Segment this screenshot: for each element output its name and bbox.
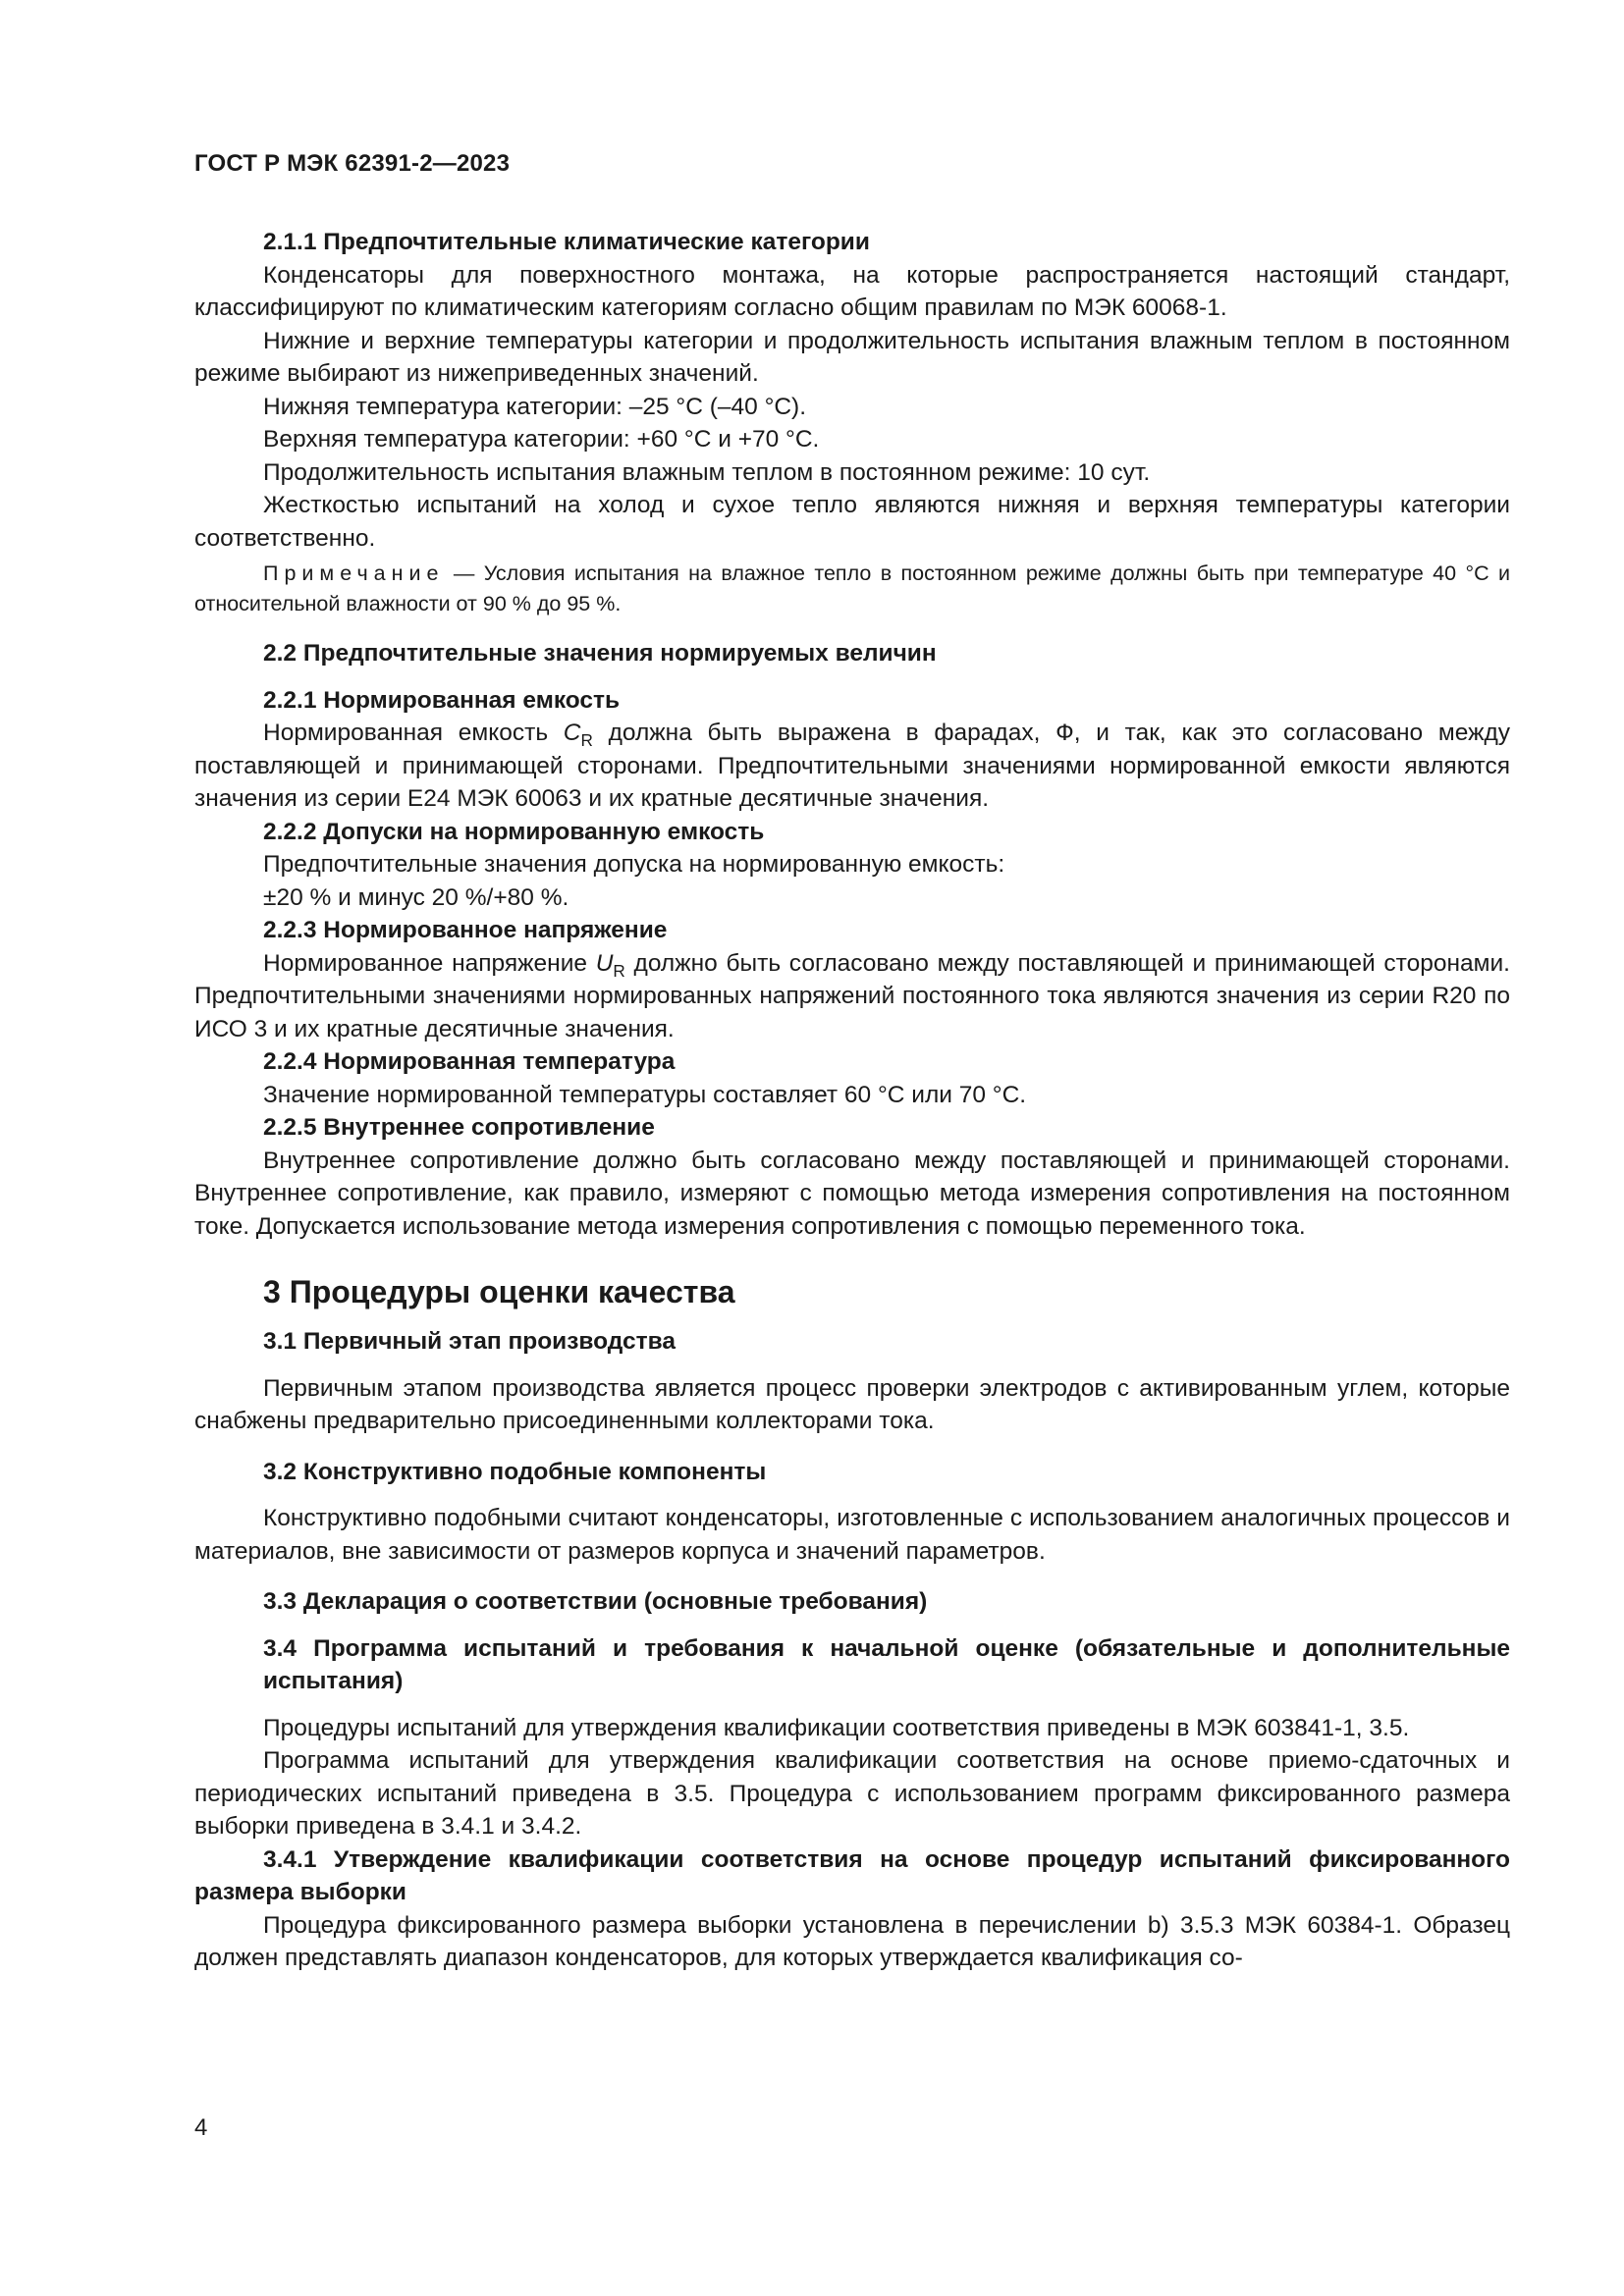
symbol-subscript: R xyxy=(613,960,625,981)
paragraph: Жесткостью испытаний на холод и сухое тепло являются нижняя и верхняя температуры категории соответственно. xyxy=(194,492,1510,552)
heading-2-2-4: 2.2.4 Нормированная температура xyxy=(263,1048,676,1075)
paragraph: Внутреннее сопротивление должно быть согласовано между поставляющей и принимающей сторонами. Внутреннее сопротивление, как правило, измеряют с помощью метода измерения сопротивления на постоянном токе. Допускается использование метода измерения сопротивления с помощью переменного тока. xyxy=(194,1147,1510,1240)
text-run: Нормированная емкость xyxy=(263,720,564,746)
paragraph: Значение нормированной температуры составляет 60 °С или 70 °С. xyxy=(263,1081,1027,1108)
heading-3-4: 3.4 Программа испытаний и требования к начальной оценке (обязательные и дополнительные испытания) xyxy=(263,1634,1510,1694)
document-code: ГОСТ Р МЭК 62391-2—2023 xyxy=(194,150,511,177)
heading-2-2-5: 2.2.5 Внутреннее сопротивление xyxy=(263,1114,655,1141)
paragraph: Верхняя температура категории: +60 °С и +70 °С. xyxy=(263,426,820,453)
paragraph: Процедура фиксированного размера выборки установлена в перечислении b) 3.5.3 МЭК 60384-1. Образец должен представлять диапазон конденсаторов, для которых утверждается квалификация со- xyxy=(194,1911,1510,1971)
paragraph: Конструктивно подобными считают конденсаторы, изготовленные с использованием аналогичных процессов и материалов, вне зависимости от размеров корпуса и значений параметров. xyxy=(194,1505,1510,1565)
text-run: Нормированное напряжение xyxy=(263,949,596,977)
paragraph xyxy=(194,947,1510,1046)
heading-2-1-1: 2.1.1 Предпочтительные климатические категории xyxy=(263,229,870,255)
paragraph: Первичным этапом производства является процесс проверки электродов с активированным углем, которые снабжены предварительно присоединенными коллекторами тока. xyxy=(194,1374,1510,1434)
paragraph: Продолжительность испытания влажным теплом в постоянном режиме: 10 сут. xyxy=(263,458,1151,486)
heading-3: 3 Процедуры оценки качества xyxy=(263,1274,735,1309)
paragraph: Предпочтительные значения допуска на нормированную емкость: xyxy=(263,851,1005,878)
note-dash: — xyxy=(444,561,484,585)
paragraph: Процедуры испытаний для утверждения квалификации соответствия приведены в МЭК 603841-1, 3.5. xyxy=(263,1714,1410,1741)
page-body xyxy=(194,226,1510,1975)
heading-3-2: 3.2 Конструктивно подобные компоненты xyxy=(263,1458,767,1485)
heading-2-2-2: 2.2.2 Допуски на нормированную емкость xyxy=(263,818,765,845)
paragraph: Конденсаторы для поверхностного монтажа, на которые распространяется настоящий стандарт, классифицируют по климатическим категориям согласно общим правилам по МЭК 60068-1. xyxy=(194,261,1510,321)
text-run: должно быть согласовано между поставляющей и принимающей сторонами. Предпочтительными значениями нормированных напряжений постоянного тока являются значения из серии R20 по ИСО 3 и их кратные десятичные значения. xyxy=(194,949,1510,1042)
page-number: 4 xyxy=(194,2114,208,2141)
note-text: Условия испытания на влажное тепло в постоянном режиме должны быть при температуре 40 °С и относительной влажности от 90 % до 95 %. xyxy=(194,561,1510,615)
heading-2-2: 2.2 Предпочтительные значения нормируемых величин xyxy=(263,640,937,667)
paragraph xyxy=(194,717,1510,816)
paragraph: Нижняя температура категории: –25 °С (–40 °С). xyxy=(263,393,807,420)
heading-3-1: 3.1 Первичный этап производства xyxy=(263,1328,677,1355)
note xyxy=(194,559,1510,619)
symbol: U xyxy=(595,949,614,977)
text-run: должна быть выражена в фарадах, Ф, и так, как это согласовано между поставляющей и принимающей сторонами. Предпочтительными значениями нормированной емкости являются значения из серии E24 МЭК 60063 и их кратные десятичные значения. xyxy=(194,720,1510,812)
symbol-subscript: R xyxy=(580,730,593,750)
paragraph: ±20 % и минус 20 %/+80 %. xyxy=(263,883,569,911)
heading-3-4-1: 3.4.1 Утверждение квалификации соответствия на основе процедур испытаний фиксированного размера выборки xyxy=(194,1845,1510,1905)
heading-3-3: 3.3 Декларация о соответствии (основные требования) xyxy=(263,1588,928,1615)
heading-2-2-1: 2.2.1 Нормированная емкость xyxy=(263,686,621,714)
paragraph: Нижние и верхние температуры категории и продолжительность испытания влажным теплом в постоянном режиме выбирают из нижеприведенных значений. xyxy=(194,327,1510,387)
symbol: C xyxy=(563,720,581,746)
paragraph: Программа испытаний для утверждения квалификации соответствия на основе приемо-сдаточных и периодических испытаний приведена в 3.5. Процедура с использованием программ фиксированного размера выборки приведена в 3.4.1 и 3.4.2. xyxy=(194,1747,1510,1840)
note-label: Примечание xyxy=(263,561,445,585)
heading-2-2-3: 2.2.3 Нормированное напряжение xyxy=(263,917,668,943)
